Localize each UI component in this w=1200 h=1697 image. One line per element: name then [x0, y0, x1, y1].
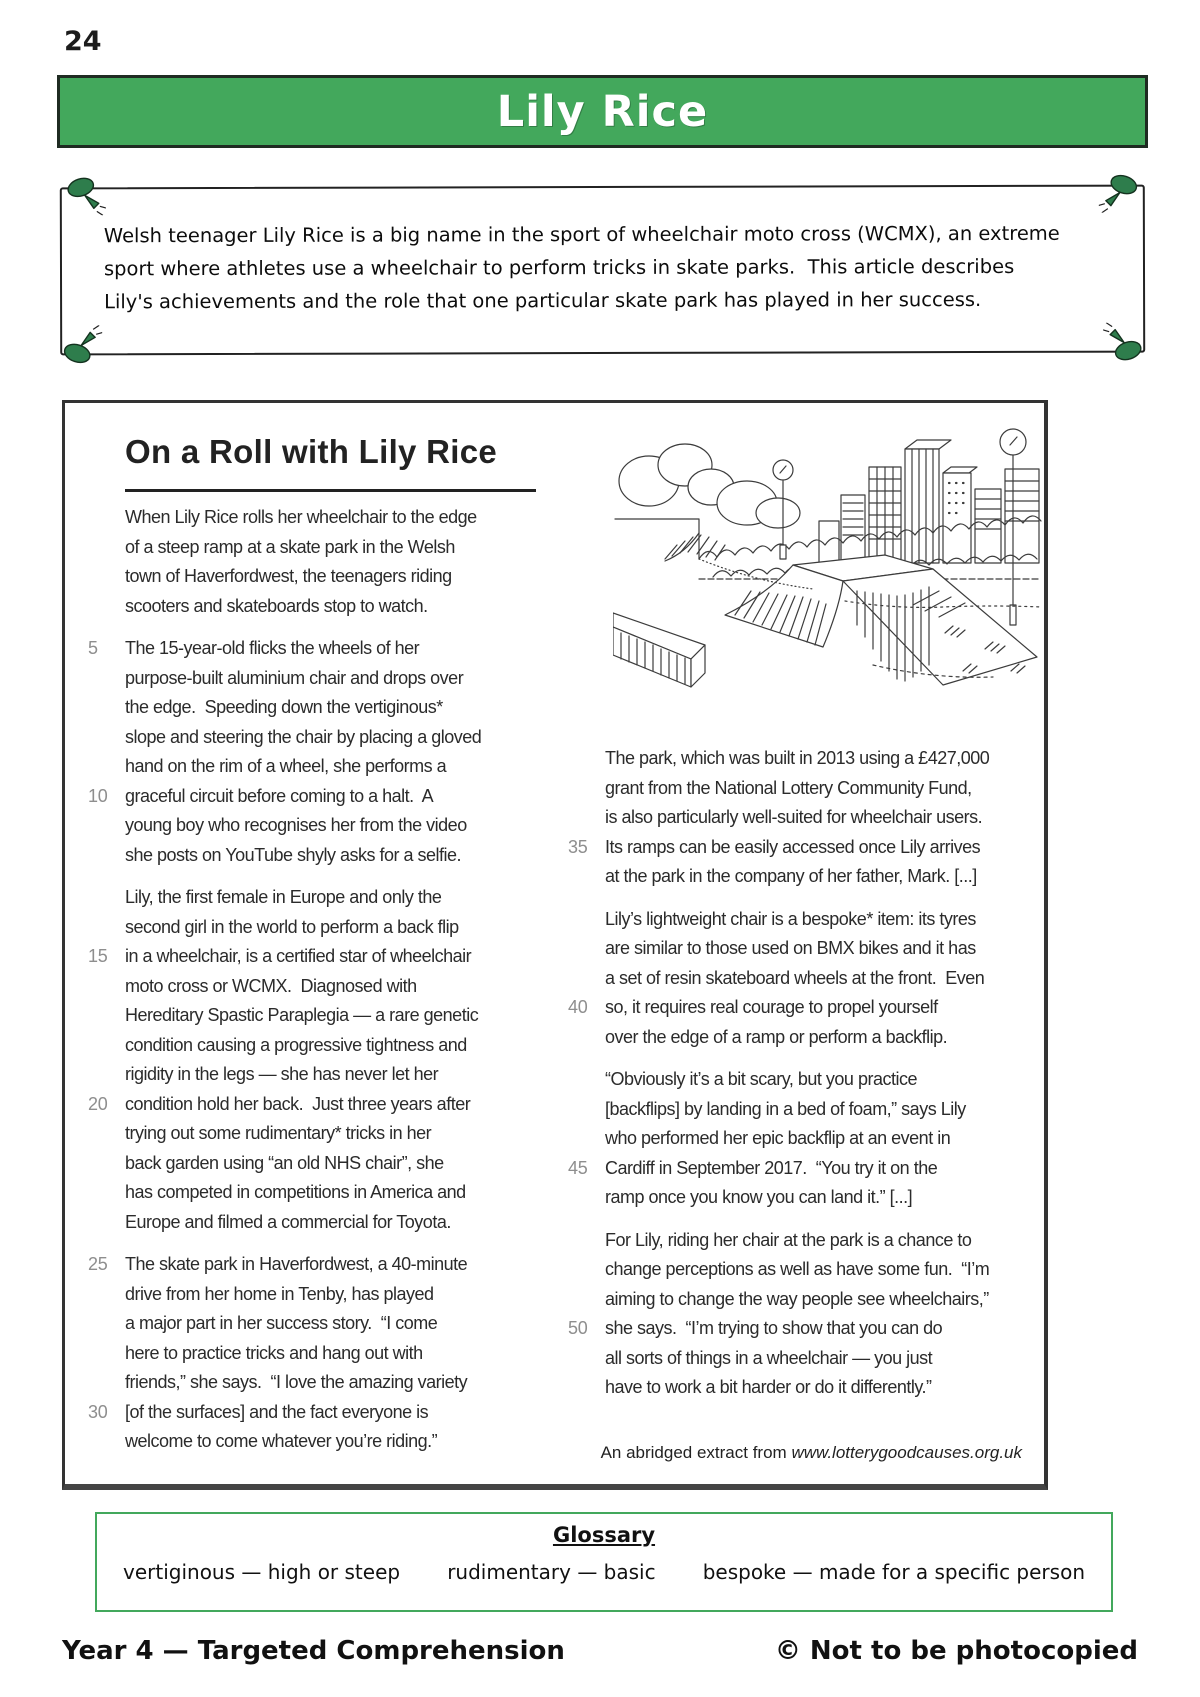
article-line — [568, 1027, 1046, 1057]
line-text: of a steep ramp at a skate park in the Welsh — [125, 536, 455, 557]
line-text: at the park in the company of her father, Mark. [...] — [605, 866, 977, 886]
line-number: 10 — [88, 785, 108, 806]
pushpin-icon — [66, 175, 106, 215]
glossary-entry: rudimentary — basic — [447, 1560, 656, 1584]
line-text: all sorts of things in a wheelchair — you just — [605, 1347, 933, 1368]
line-text: a set of resin skateboard wheels at the front. Even — [605, 967, 985, 988]
line-text: so, it requires real courage to propel yourself — [605, 997, 938, 1017]
article-line — [88, 845, 593, 875]
article-line — [88, 507, 593, 537]
line-text: young boy who recognises her from the video — [125, 815, 467, 835]
article-line — [88, 1212, 593, 1242]
article-line — [88, 815, 593, 845]
article-line — [88, 756, 593, 786]
article-line — [568, 997, 1046, 1027]
article-line — [568, 1099, 1046, 1129]
line-text: back garden using “an old NHS chair”, she — [125, 1152, 444, 1173]
line-text: is also particularly well-suited for wheelchair users. — [605, 807, 983, 827]
line-text: hand on the rim of a wheel, she performs a — [125, 756, 447, 776]
line-text: ramp once you know you can land it.” [...] — [605, 1187, 913, 1207]
glossary-entry: bespoke — made for a specific person — [702, 1560, 1085, 1584]
article-paragraph — [568, 1069, 1046, 1217]
article-line — [88, 1035, 593, 1065]
article-line — [88, 596, 593, 626]
article-paragraph — [88, 887, 593, 1241]
attribution-prefix: An abridged extract from — [600, 1443, 792, 1462]
article-line — [88, 638, 593, 668]
article-line — [568, 1348, 1046, 1378]
article-line — [88, 976, 593, 1006]
line-text: second girl in the world to perform a back flip — [125, 916, 459, 937]
intro-line: Welsh teenager Lily Rice is a big name in the sport of wheelchair moto cross (WCMX), an extreme — [103, 221, 1060, 248]
line-text: condition causing a progressive tightness and — [125, 1034, 467, 1055]
line-text: scooters and skateboards stop to watch. — [125, 595, 428, 616]
line-number: 25 — [88, 1254, 108, 1274]
line-number: 30 — [88, 1401, 108, 1422]
article-line — [568, 778, 1046, 808]
article-line — [568, 1158, 1046, 1188]
article-line — [88, 1343, 593, 1373]
article-line — [88, 1005, 593, 1035]
article-line — [568, 1187, 1046, 1217]
article-line — [88, 1313, 593, 1343]
line-text: here to practice tricks and hang out with — [125, 1342, 423, 1363]
pushpin-icon — [1099, 173, 1139, 213]
article-line — [88, 727, 593, 757]
article-line — [88, 1153, 593, 1183]
article-line — [568, 909, 1046, 939]
line-text: The skate park in Haverfordwest, a 40-minute — [125, 1254, 468, 1274]
line-text: she says. “I’m trying to show that you can do — [605, 1318, 943, 1338]
article-line — [568, 938, 1046, 968]
article-line — [88, 1094, 593, 1124]
line-text: [backflips] by landing in a bed of foam,” says Lily — [605, 1098, 966, 1119]
line-text: [of the surfaces] and the fact everyone is — [125, 1401, 429, 1422]
article-line — [88, 1284, 593, 1314]
line-number: 5 — [88, 638, 98, 658]
line-text: The 15-year-old flicks the wheels of her — [125, 638, 420, 658]
article-paragraph — [568, 748, 1046, 896]
article-line — [88, 1254, 593, 1284]
line-text: For Lily, riding her chair at the park is a chance to — [605, 1229, 972, 1250]
article-line — [568, 1259, 1046, 1289]
line-number: 45 — [568, 1157, 588, 1178]
line-text: grant from the National Lottery Community Fund, — [605, 777, 972, 798]
line-text: change perceptions as well as have some fun. “I’m — [605, 1259, 990, 1279]
line-text: graceful circuit before coming to a halt. A — [125, 785, 434, 806]
banner-title: Lily Rice — [496, 86, 709, 137]
article-line — [568, 1069, 1046, 1099]
article-line — [88, 786, 593, 816]
article-paragraph — [568, 1230, 1046, 1407]
line-text: condition hold her back. Just three years after — [125, 1093, 471, 1114]
line-text: who performed her epic backflip at an event in — [605, 1128, 951, 1148]
article-title: On a Roll with Lily Rice — [125, 433, 498, 470]
line-text: in a wheelchair, is a certified star of wheelchair — [125, 946, 472, 966]
line-text: When Lily Rice rolls her wheelchair to the edge — [125, 507, 477, 527]
line-number: 50 — [568, 1318, 588, 1338]
line-number: 15 — [88, 946, 108, 966]
pushpin-icon — [1103, 323, 1143, 363]
line-number: 35 — [568, 836, 588, 857]
footer-copyright: © Not to be photocopied — [774, 1636, 1138, 1666]
line-text: over the edge of a ramp or perform a backflip. — [605, 1026, 948, 1047]
article-line — [88, 1372, 593, 1402]
line-text: Lily, the first female in Europe and only the — [125, 887, 442, 907]
article-line — [568, 748, 1046, 778]
article-right-column — [568, 748, 1046, 1420]
article-line — [568, 1128, 1046, 1158]
article-line — [88, 697, 593, 727]
skatepark-illustration — [613, 409, 1043, 701]
page-number: 24 — [64, 26, 102, 57]
line-text: town of Haverfordwest, the teenagers riding — [125, 566, 452, 586]
article-line — [88, 917, 593, 947]
line-text: The park, which was built in 2013 using a £427,000 — [605, 748, 990, 768]
article-line — [88, 1182, 593, 1212]
article-line — [568, 1318, 1046, 1348]
line-text: rigidity in the legs — she has never let her — [125, 1064, 439, 1084]
line-text: a major part in her success story. “I come — [125, 1313, 438, 1333]
article-line — [568, 1289, 1046, 1319]
footer-series-title: Year 4 — Targeted Comprehension — [62, 1636, 565, 1666]
article-box — [62, 400, 1048, 1490]
article-line — [568, 968, 1046, 998]
article-line — [88, 1402, 593, 1432]
article-paragraph — [88, 638, 593, 874]
article-line — [88, 946, 593, 976]
article-paragraph — [568, 909, 1046, 1057]
article-line — [88, 1064, 593, 1094]
glossary-box — [95, 1512, 1113, 1612]
intro-line: Lily's achievements and the role that one particular skate park has played in her success. — [104, 288, 982, 314]
line-text: trying out some rudimentary* tricks in her — [125, 1123, 432, 1143]
line-number: 40 — [568, 997, 588, 1017]
line-text: friends,” she says. “I love the amazing variety — [125, 1372, 468, 1392]
line-text: drive from her home in Tenby, has played — [125, 1283, 434, 1304]
line-number: 20 — [88, 1093, 108, 1114]
line-text: Europe and filmed a commercial for Toyota. — [125, 1211, 451, 1232]
article-line — [88, 537, 593, 567]
line-text: Hereditary Spastic Paraplegia — a rare genetic — [125, 1005, 479, 1025]
line-text: Its ramps can be easily accessed once Lily arrives — [605, 836, 981, 857]
line-text: Cardiff in September 2017. “You try it on the — [605, 1157, 938, 1178]
article-line — [88, 566, 593, 596]
line-text: she posts on YouTube shyly asks for a selfie. — [125, 844, 462, 865]
line-text: have to work a bit harder or do it differently.” — [605, 1377, 932, 1397]
line-text: Lily’s lightweight chair is a bespoke* item: its tyres — [605, 908, 976, 929]
glossary-entries — [97, 1547, 1111, 1584]
intro-text — [62, 187, 1143, 319]
article-paragraph — [88, 1254, 593, 1461]
attribution-url: www.lotterygoodcauses.org.uk — [791, 1443, 1022, 1462]
article-line — [568, 1230, 1046, 1260]
article-line — [88, 887, 593, 917]
title-banner — [57, 75, 1148, 148]
title-underline — [125, 489, 536, 492]
article-left-column — [88, 507, 593, 1474]
line-text: slope and steering the chair by placing a gloved — [125, 726, 482, 747]
article-line — [568, 1377, 1046, 1407]
line-text: aiming to change the way people see wheelchairs,” — [605, 1288, 989, 1309]
glossary-title: Glossary — [552, 1523, 656, 1547]
article-line — [88, 1123, 593, 1153]
article-line — [568, 837, 1046, 867]
article-line — [88, 668, 593, 698]
article-line — [88, 1431, 593, 1461]
article-line — [568, 807, 1046, 837]
line-text: moto cross or WCMX. Diagnosed with — [125, 975, 417, 996]
intro-line: sport where athletes use a wheelchair to perform tricks in skate parks. This article describes — [103, 254, 1015, 281]
glossary-entry: vertiginous — high or steep — [123, 1560, 401, 1584]
line-text: “Obviously it’s a bit scary, but you practice — [605, 1069, 917, 1089]
line-text: has competed in competitions in America and — [125, 1182, 466, 1202]
line-text: the edge. Speeding down the vertiginous* — [125, 697, 443, 717]
intro-scroll — [60, 185, 1145, 356]
pushpin-icon — [62, 325, 102, 365]
article-line — [568, 866, 1046, 896]
line-text: welcome to come whatever you’re riding.” — [125, 1431, 438, 1451]
line-text: purpose-built aluminium chair and drops over — [125, 667, 464, 688]
article-paragraph — [88, 507, 593, 625]
line-text: are similar to those used on BMX bikes and it has — [605, 938, 976, 958]
attribution — [601, 1443, 1022, 1463]
